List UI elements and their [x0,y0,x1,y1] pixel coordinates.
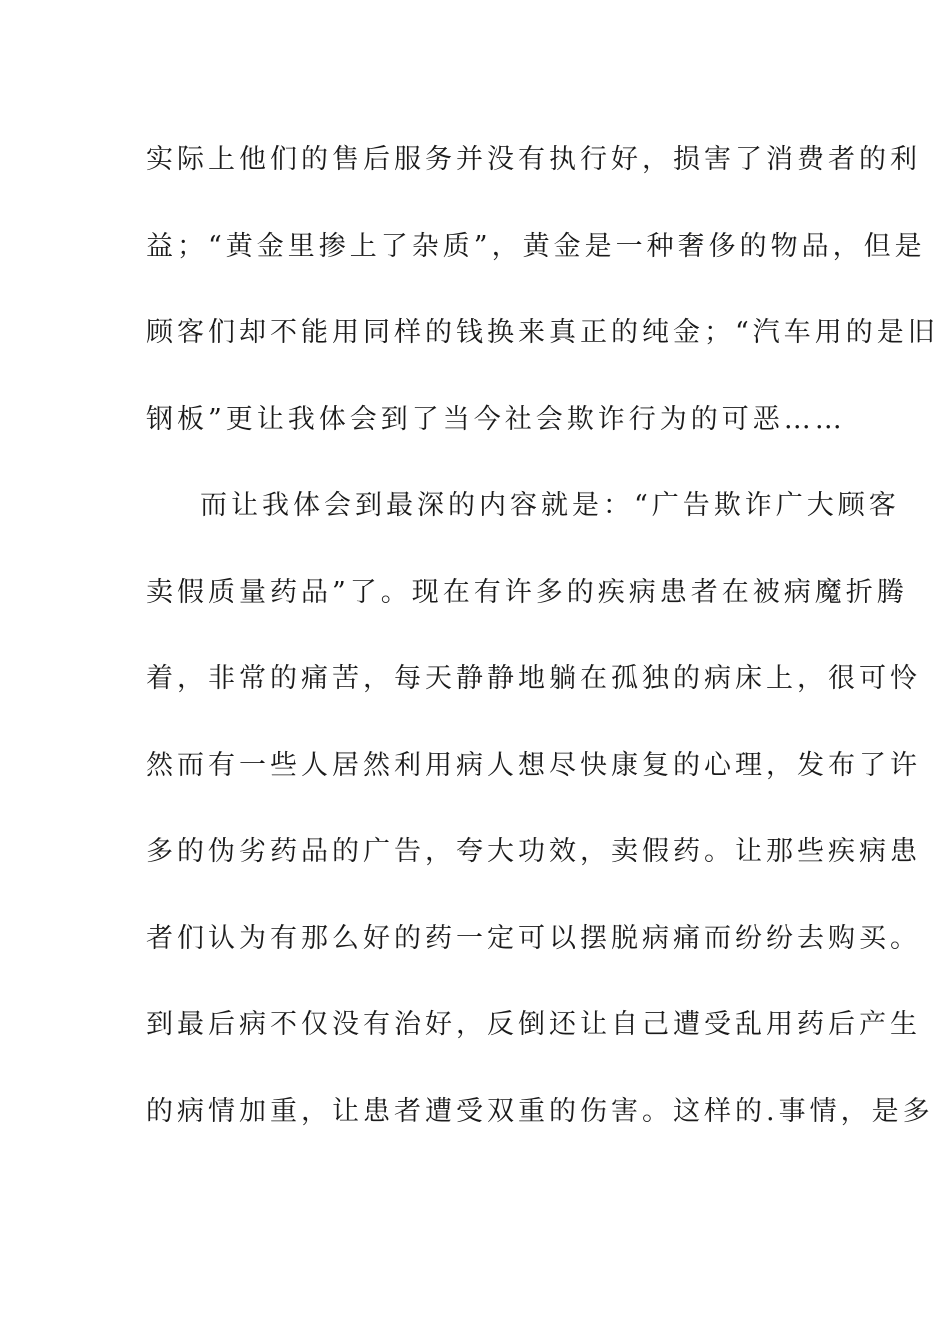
body-text [146,138,939,1176]
text-line: 的病情加重，让患者遭受双重的伤害。这样的.事情，是多 [146,1095,934,1127]
text-line: 多的伪劣药品的广告，夸大功效，卖假药。让那些疾病患 [146,836,921,867]
text-line: 然而有一些人居然利用病人想尽快康复的心理，发布了许 [146,749,921,781]
text-line: 卖假质量药品”了。现在有许多的疾病患者在被病魔折腾 [146,576,908,608]
text-line: 顾客们却不能用同样的钱换来真正的纯金；“汽车用的是旧 [146,317,939,348]
paragraph-start-line: 而让我体会到最深的内容就是：“广告欺诈广大顾客 [200,490,900,521]
text-line: 益；“黄金里掺上了杂质”，黄金是一种奢侈的物品，但是 [146,230,926,262]
text-line: 实际上他们的售后服务并没有执行好，损害了消费者的利 [146,144,921,175]
text-line: 着，非常的痛苦，每天静静地躺在孤独的病床上，很可怜 [146,663,921,694]
text-line: 钢板”更让我体会到了当今社会欺诈行为的可恶…… [146,403,846,435]
text-line: 者们认为有那么好的药一定可以摆脱病痛而纷纷去购买。 [146,922,921,954]
text-line: 到最后病不仅没有治好，反倒还让自己遭受乱用药后产生 [146,1009,921,1040]
